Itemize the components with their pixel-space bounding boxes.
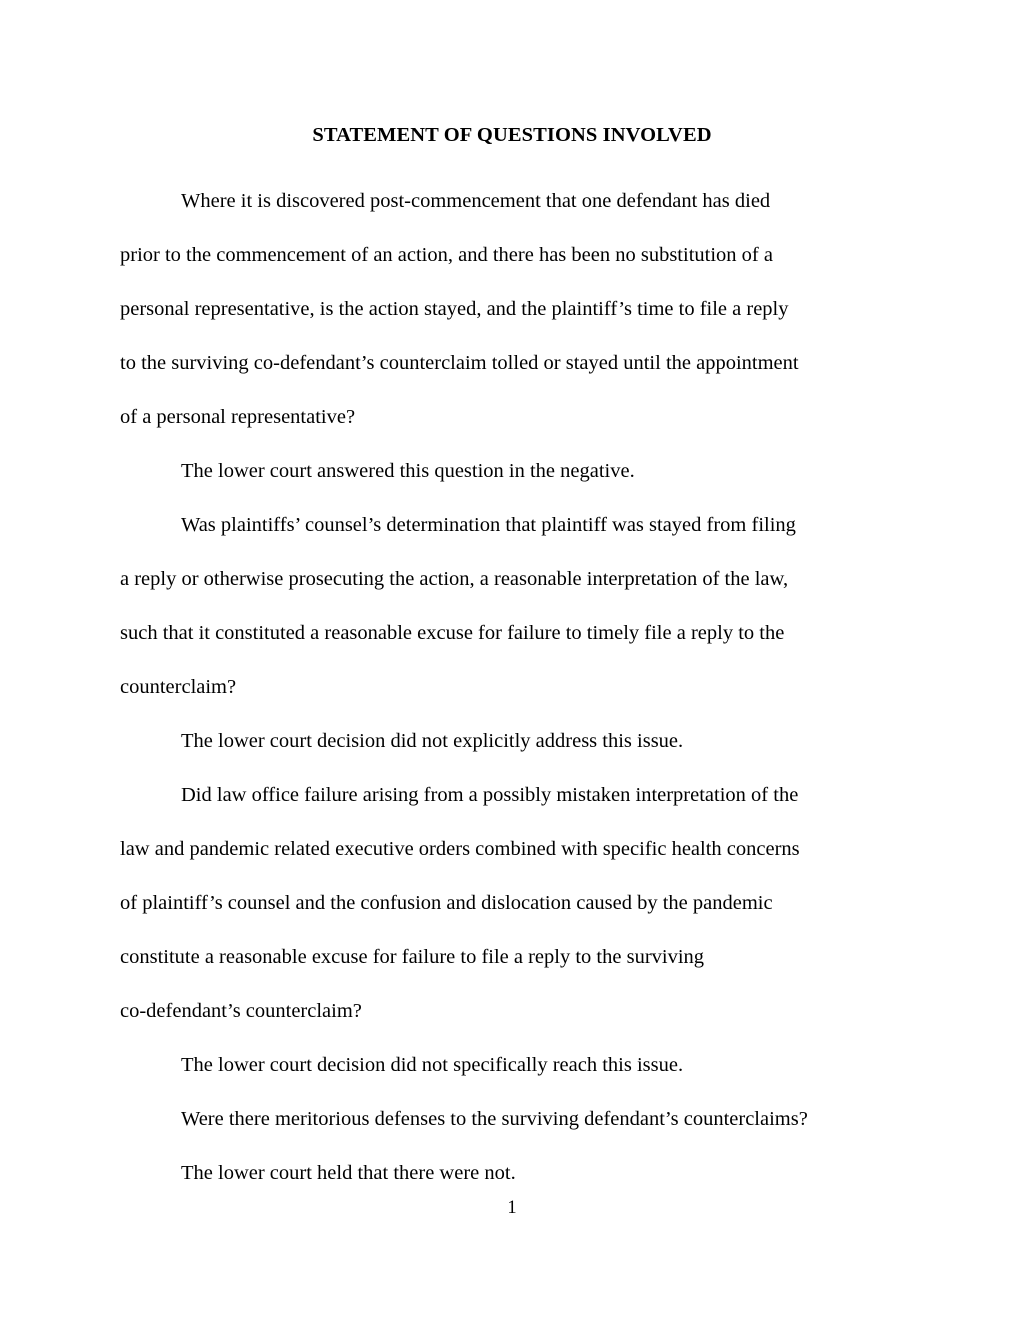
text-line: prior to the commencement of an action, and there has been no substitution of a [120,244,773,266]
text-line: counterclaim? [120,676,237,698]
text-line: of a personal representative? [120,406,356,428]
text-line: co-defendant’s counterclaim? [120,1000,362,1022]
text-line: The lower court answered this question in the negative. [181,460,635,482]
document-body [120,174,905,1200]
answer-3-paragraph [120,1038,905,1092]
text-line: The lower court decision did not specifically reach this issue. [181,1054,684,1076]
answer-1-paragraph [120,444,905,498]
page-title: STATEMENT OF QUESTIONS INVOLVED [312,124,712,146]
text-line: Where it is discovered post-commencement that one defendant has died [181,190,771,212]
question-1-paragraph [120,174,905,444]
text-line: law and pandemic related executive orders combined with specific health concerns [120,838,800,860]
question-4-paragraph [120,1092,905,1146]
text-line: The lower court decision did not explicitly address this issue. [181,730,684,752]
answer-4-paragraph [120,1146,905,1200]
text-line: personal representative, is the action stayed, and the plaintiff’s time to file a reply [120,298,789,320]
text-line: to the surviving co-defendant’s counterclaim tolled or stayed until the appointment [120,352,799,374]
text-line: a reply or otherwise prosecuting the action, a reasonable interpretation of the law, [120,568,789,590]
text-line: Were there meritorious defenses to the surviving defendant’s counterclaims? [181,1108,808,1130]
text-line: such that it constituted a reasonable excuse for failure to timely file a reply to the [120,622,785,644]
answer-2-paragraph [120,714,905,768]
text-line: Did law office failure arising from a possibly mistaken interpretation of the [181,784,799,806]
question-2-paragraph [120,498,905,714]
text-line: of plaintiff’s counsel and the confusion and dislocation caused by the pandemic [120,892,773,914]
text-line: Was plaintiffs’ counsel’s determination that plaintiff was stayed from filing [181,514,796,536]
text-line: The lower court held that there were not. [181,1162,516,1184]
text-line: constitute a reasonable excuse for failure to file a reply to the surviving [120,946,705,968]
page-number: 1 [507,1198,517,1218]
question-3-paragraph [120,768,905,1038]
